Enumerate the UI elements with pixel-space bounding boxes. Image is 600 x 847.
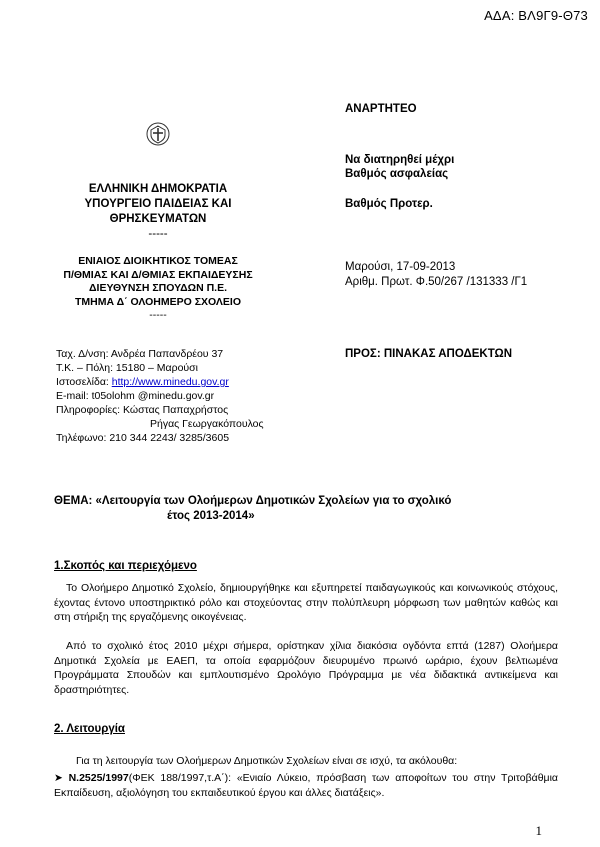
country-name: ΕΛΛΗΝΙΚΗ ΔΗΜΟΚΡΑΤΙΑ	[88, 183, 228, 195]
unit-header	[40, 255, 276, 323]
arrow-bullet-icon: ➤	[54, 772, 69, 784]
address: Ταχ. Δ/νση: Ανδρέα Παπανδρέου 37	[56, 348, 224, 360]
website-link[interactable]: http://www.minedu.gov.gr	[111, 376, 229, 388]
separator-dashes: -----	[148, 228, 168, 240]
website-line	[56, 375, 264, 389]
info-contact-second: Ρήγας Γεωργακόπουλος	[150, 418, 264, 430]
postal-code-city: Τ.Κ. – Πόλη: 15180 – Μαρούσι	[56, 362, 198, 374]
law-number: Ν.2525/1997	[68, 772, 129, 784]
website-label: Ιστοσελίδα:	[56, 376, 112, 388]
unit-line: ΔΙΕΥΘΥΝΣΗ ΣΠΟΥΔΩΝ Π.Ε.	[88, 282, 228, 294]
separator-dashes: -----	[149, 309, 167, 321]
unit-line: ΕΝΙΑΙΟΣ ΔΙΟΙΚΗΤΙΚΟΣ ΤΟΜΕΑΣ	[78, 255, 238, 267]
ada-code: ΑΔΑ: ΒΛ9Γ9-Θ73	[484, 8, 588, 23]
phone: Τηλέφωνο: 210 344 2243/ 3285/3605	[56, 432, 230, 444]
priority-label: Βαθμός Προτερ.	[345, 198, 433, 210]
paragraph: Το Ολοήμερο Δημοτικό Σχολείο, δημιουργήθηκε και εξυπηρετεί παιδαγωγικούς και κοινωνικούς στόχους, έχοντας έντονο υποστηρικτικό ρόλο και στοχεύοντας στην πολύπλευρη μόρφωση των μαθητών καθώς και στη στήριξη της εργαζόμενης οικογένειας.	[54, 582, 558, 623]
issuer-header	[40, 182, 276, 242]
protocol-number: Αριθμ. Πρωτ. Φ.50/267 /131333 /Γ1	[345, 276, 528, 288]
unit-line: ΤΜΗΜΑ Δ΄ ΟΛΟΗΜΕΡΟ ΣΧΟΛΕΙΟ	[74, 295, 242, 308]
keep-until-label: Να διατηρηθεί μέχρι	[345, 154, 455, 166]
ministry-name: ΥΠΟΥΡΓΕΙΟ ΠΑΙΔΕΙΑΣ ΚΑΙ ΘΡΗΣΚΕΥΜΑΤΩΝ	[84, 198, 232, 225]
info-contact: Πληροφορίες: Κώστας Παπαχρήστος	[56, 404, 229, 416]
section-heading: 1.Σκοπός και περιεχόμενο	[54, 560, 197, 572]
law-description: (ΦΕΚ 188/1997,τ.Α΄): «Ενιαίο Λύκειο, πρόσβαση των αποφοίτων του στην Τριτοβάθμια Εκπαίδευση, αξιολόγηση του εκπαιδευτικού έργου και άλλες διατάξεις».	[54, 772, 559, 799]
subject-line: ΘΕΜΑ: «Λειτουργία των Ολοήμερων Δημοτικών Σχολείων για το σχολικό	[54, 495, 452, 507]
contact-details	[56, 347, 264, 445]
law-list-item	[54, 771, 558, 800]
unit-line: Π/ΘΜΙΑΣ ΚΑΙ Δ/ΘΜΙΑΣ ΕΚΠΑΙΔΕΥΣΗΣ	[63, 268, 253, 281]
posted-label: ΑΝΑΡΤΗΤΕΟ	[345, 103, 417, 115]
paragraph: Από το σχολικό έτος 2010 μέχρι σήμερα, ορίστηκαν χίλια διακόσια ογδόντα επτά (1287) Ολοήμερα Δημοτικά Σχολεία με ΕΑΕΠ, τα οποία εφαρμόζουν διευρυμένο πρωινό ωράριο, έχουν βελτιωμένα Προγράμματα Σπουδών και εμπλουτισμένο Ωρολόγιο Πρόγραμμα με νέα διδακτικά αντικείμενα και δραστηριότητες.	[54, 640, 558, 696]
subject-line: έτος 2013-2014»	[167, 510, 255, 522]
security-level-label: Βαθμός ασφαλείας	[345, 168, 449, 180]
email: E-mail: t05olohm @minedu.gov.gr	[56, 390, 215, 402]
subject	[54, 494, 554, 524]
recipients-label: ΠΡΟΣ: ΠΙΝΑΚΑΣ ΑΠΟΔΕΚΤΩΝ	[345, 348, 513, 360]
coat-of-arms-icon	[146, 122, 170, 146]
place-date: Μαρούσι, 17-09-2013	[345, 261, 456, 273]
section-heading: 2. Λειτουργία	[54, 723, 125, 735]
paragraph: Για τη λειτουργία των Ολοήμερων Δημοτικών Σχολείων είναι σε ισχύ, τα ακόλουθα:	[76, 755, 458, 767]
page-number: 1	[535, 823, 542, 838]
